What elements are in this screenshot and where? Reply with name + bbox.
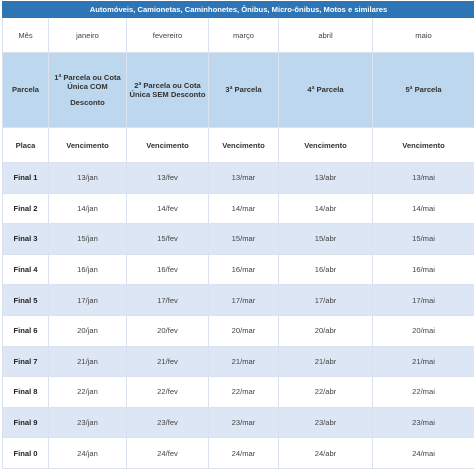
plate-final: Final 3 bbox=[3, 224, 49, 255]
vencimento-label: Vencimento bbox=[279, 128, 373, 163]
table-row bbox=[3, 163, 474, 194]
plate-final: Final 2 bbox=[3, 193, 49, 224]
parcela-1-line-3: Desconto bbox=[51, 98, 124, 107]
due-date-cell: 14/abr bbox=[279, 193, 373, 224]
due-date-cell: 13/fev bbox=[127, 163, 209, 194]
plate-final: Final 1 bbox=[3, 163, 49, 194]
due-date-cell: 23/mar bbox=[209, 407, 279, 438]
parcela-header-row bbox=[3, 53, 474, 128]
due-date-cell: 14/mai bbox=[373, 193, 474, 224]
due-date-cell: 24/mai bbox=[373, 438, 474, 469]
due-date-cell: 13/mai bbox=[373, 163, 474, 194]
due-date-cell: 24/abr bbox=[279, 438, 373, 469]
due-date-cell: 17/mar bbox=[209, 285, 279, 316]
parcela-label: Parcela bbox=[3, 53, 49, 128]
due-date-cell: 17/jan bbox=[49, 285, 127, 316]
due-date-cell: 22/mai bbox=[373, 377, 474, 408]
table-row bbox=[3, 377, 474, 408]
due-date-cell: 20/jan bbox=[49, 315, 127, 346]
due-date-cell: 22/mar bbox=[209, 377, 279, 408]
due-date-cell: 15/mai bbox=[373, 224, 474, 255]
due-date-cell: 21/mar bbox=[209, 346, 279, 377]
due-date-cell: 21/jan bbox=[49, 346, 127, 377]
due-date-cell: 20/abr bbox=[279, 315, 373, 346]
due-date-cell: 17/fev bbox=[127, 285, 209, 316]
plate-final: Final 0 bbox=[3, 438, 49, 469]
due-date-cell: 21/abr bbox=[279, 346, 373, 377]
due-date-cell: 24/jan bbox=[49, 438, 127, 469]
parcela-4: 4ª Parcela bbox=[279, 53, 373, 128]
ipva-calendar-table bbox=[2, 1, 474, 469]
month-label: Mês bbox=[3, 18, 49, 53]
due-date-cell: 15/abr bbox=[279, 224, 373, 255]
month-header-row bbox=[3, 18, 474, 53]
vencimento-label: Vencimento bbox=[127, 128, 209, 163]
due-date-cell: 14/fev bbox=[127, 193, 209, 224]
due-date-cell: 15/fev bbox=[127, 224, 209, 255]
placa-label: Placa bbox=[3, 128, 49, 163]
due-date-cell: 23/mai bbox=[373, 407, 474, 438]
parcela-2 bbox=[127, 53, 209, 128]
due-date-cell: 22/fev bbox=[127, 377, 209, 408]
due-date-cell: 22/jan bbox=[49, 377, 127, 408]
due-date-cell: 20/mai bbox=[373, 315, 474, 346]
plate-final: Final 7 bbox=[3, 346, 49, 377]
month-maio: maio bbox=[373, 18, 474, 53]
plate-final: Final 5 bbox=[3, 285, 49, 316]
table-row bbox=[3, 346, 474, 377]
plate-final: Final 8 bbox=[3, 377, 49, 408]
table-row bbox=[3, 224, 474, 255]
parcela-2-line-1: 2ª Parcela ou Cota bbox=[129, 81, 206, 90]
parcela-1-line-2: Única COM bbox=[51, 82, 124, 91]
due-date-cell: 24/mar bbox=[209, 438, 279, 469]
due-date-cell: 16/mai bbox=[373, 254, 474, 285]
table-banner: Automóveis, Camionetas, Caminhonetes, Ônibus, Micro-ônibus, Motos e similares bbox=[3, 2, 474, 18]
vencimento-label: Vencimento bbox=[373, 128, 474, 163]
table-row bbox=[3, 193, 474, 224]
plate-final: Final 6 bbox=[3, 315, 49, 346]
due-date-cell: 13/abr bbox=[279, 163, 373, 194]
placa-header-row bbox=[3, 128, 474, 163]
due-date-cell: 17/mai bbox=[373, 285, 474, 316]
vencimento-label: Vencimento bbox=[49, 128, 127, 163]
month-fevereiro: fevereiro bbox=[127, 18, 209, 53]
table-row bbox=[3, 285, 474, 316]
due-date-cell: 16/jan bbox=[49, 254, 127, 285]
due-date-cell: 17/abr bbox=[279, 285, 373, 316]
parcela-2-line-2: Única SEM Desconto bbox=[129, 90, 206, 99]
table-row bbox=[3, 407, 474, 438]
month-abril: abril bbox=[279, 18, 373, 53]
due-date-cell: 23/fev bbox=[127, 407, 209, 438]
due-date-cell: 14/mar bbox=[209, 193, 279, 224]
plate-final: Final 9 bbox=[3, 407, 49, 438]
table-banner-row bbox=[3, 2, 474, 18]
due-date-cell: 15/jan bbox=[49, 224, 127, 255]
due-date-cell: 20/mar bbox=[209, 315, 279, 346]
plate-final: Final 4 bbox=[3, 254, 49, 285]
due-date-cell: 16/fev bbox=[127, 254, 209, 285]
due-date-cell: 16/mar bbox=[209, 254, 279, 285]
due-date-cell: 24/fev bbox=[127, 438, 209, 469]
due-date-cell: 13/mar bbox=[209, 163, 279, 194]
due-date-cell: 20/fev bbox=[127, 315, 209, 346]
due-date-cell: 22/abr bbox=[279, 377, 373, 408]
month-marco: março bbox=[209, 18, 279, 53]
due-date-cell: 23/jan bbox=[49, 407, 127, 438]
due-date-cell: 21/mai bbox=[373, 346, 474, 377]
due-date-cell: 16/abr bbox=[279, 254, 373, 285]
table-row bbox=[3, 254, 474, 285]
parcela-3: 3ª Parcela bbox=[209, 53, 279, 128]
vencimento-label: Vencimento bbox=[209, 128, 279, 163]
table-row bbox=[3, 315, 474, 346]
due-date-rows bbox=[3, 163, 474, 469]
due-date-cell: 21/fev bbox=[127, 346, 209, 377]
parcela-1 bbox=[49, 53, 127, 128]
due-date-cell: 14/jan bbox=[49, 193, 127, 224]
due-date-cell: 15/mar bbox=[209, 224, 279, 255]
parcela-5: 5ª Parcela bbox=[373, 53, 474, 128]
parcela-1-line-1: 1ª Parcela ou Cota bbox=[51, 73, 124, 82]
due-date-cell: 23/abr bbox=[279, 407, 373, 438]
table-row bbox=[3, 438, 474, 469]
month-janeiro: janeiro bbox=[49, 18, 127, 53]
due-date-cell: 13/jan bbox=[49, 163, 127, 194]
